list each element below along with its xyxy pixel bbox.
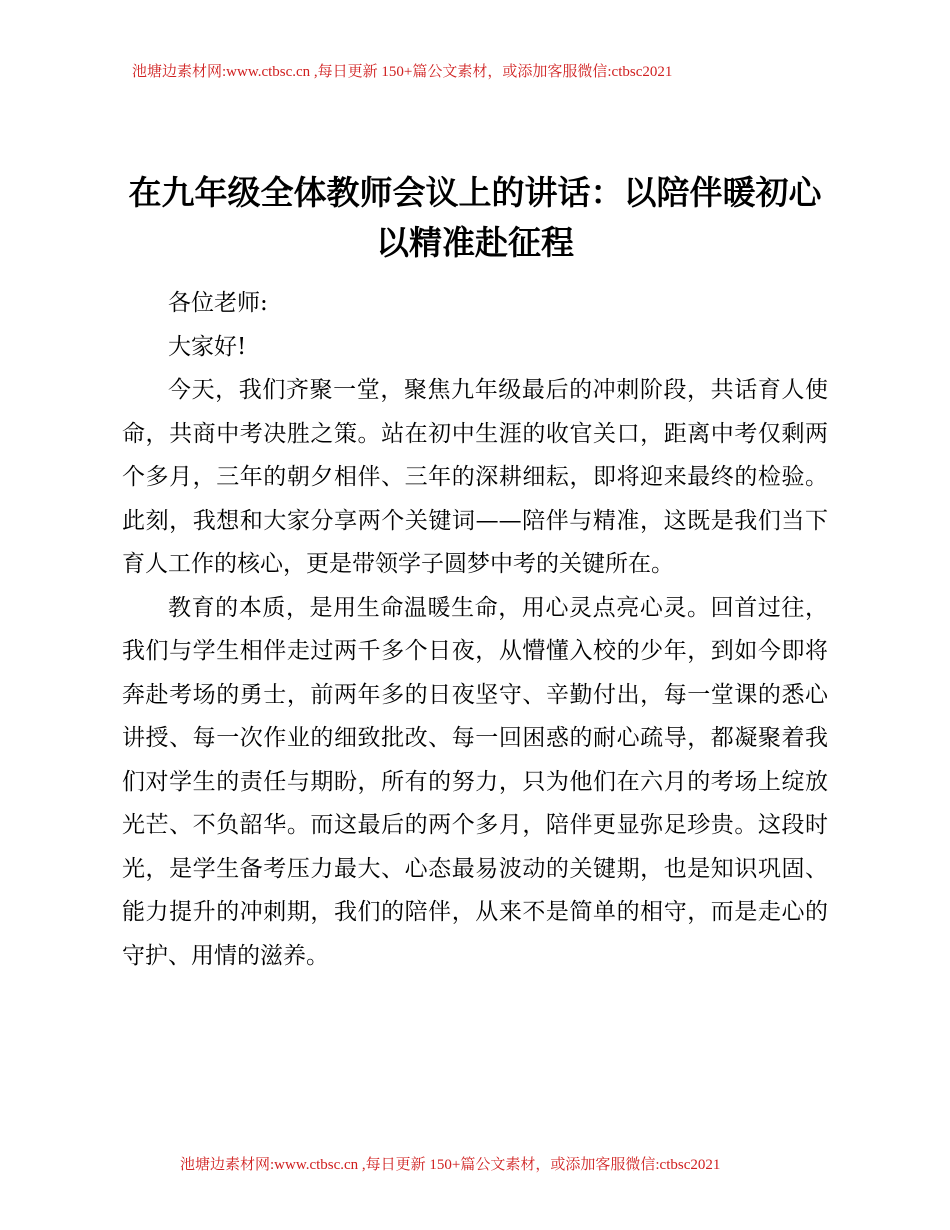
salutation: 大家好! (168, 333, 247, 360)
header-watermark-banner: 池塘边素材网:www.ctbsc.cn ,每日更新 150+篇公文素材，或添加客服微信:ctbsc2021 (132, 64, 673, 80)
greeting: 各位老师: (168, 290, 268, 316)
footer-watermark-banner: 池塘边素材网:www.ctbsc.cn ,每日更新 150+篇公文素材，或添加客服微信:ctbsc2021 (180, 1157, 721, 1173)
paragraph: 教育的本质，是用生命温暖生命，用心灵点亮心灵。回首过往，我们与学生相伴走过两千多个日夜，从懵懂入校的少年，到如今即将奔赴考场的勇士，前两年多的日夜坚守、辛勤付出，每一堂课的悉心讲授、每一次作业的细致批改、每一回困惑的耐心疏导，都凝聚着我们对学生的责任与期盼，所有的努力，只为他们在六月的考场上绽放光芒、不负韶华。而这最后的两个多月，陪伴更显弥足珍贵。这段时光，是学生备考压力最大、心态最易波动的关键期，也是知识巩固、能力提升的冲刺期，我们的陪伴，从来不是简单的相守，而是走心的守护、用情的滋养。 (122, 594, 828, 969)
document-body (122, 282, 828, 978)
document-title: 在九年级全体教师会议上的讲话：以陪伴暖初心以精准赴征程 (128, 173, 822, 262)
paragraph: 今天，我们齐聚一堂，聚焦九年级最后的冲刺阶段，共话育人使命，共商中考决胜之策。站在初中生涯的收官关口，距离中考仅剩两个多月，三年的朝夕相伴、三年的深耕细耘，即将迎来最终的检验。此刻，我想和大家分享两个关键词——陪伴与精准，这既是我们当下育人工作的核心，更是带领学子圆梦中考的关键所在。 (122, 377, 828, 577)
